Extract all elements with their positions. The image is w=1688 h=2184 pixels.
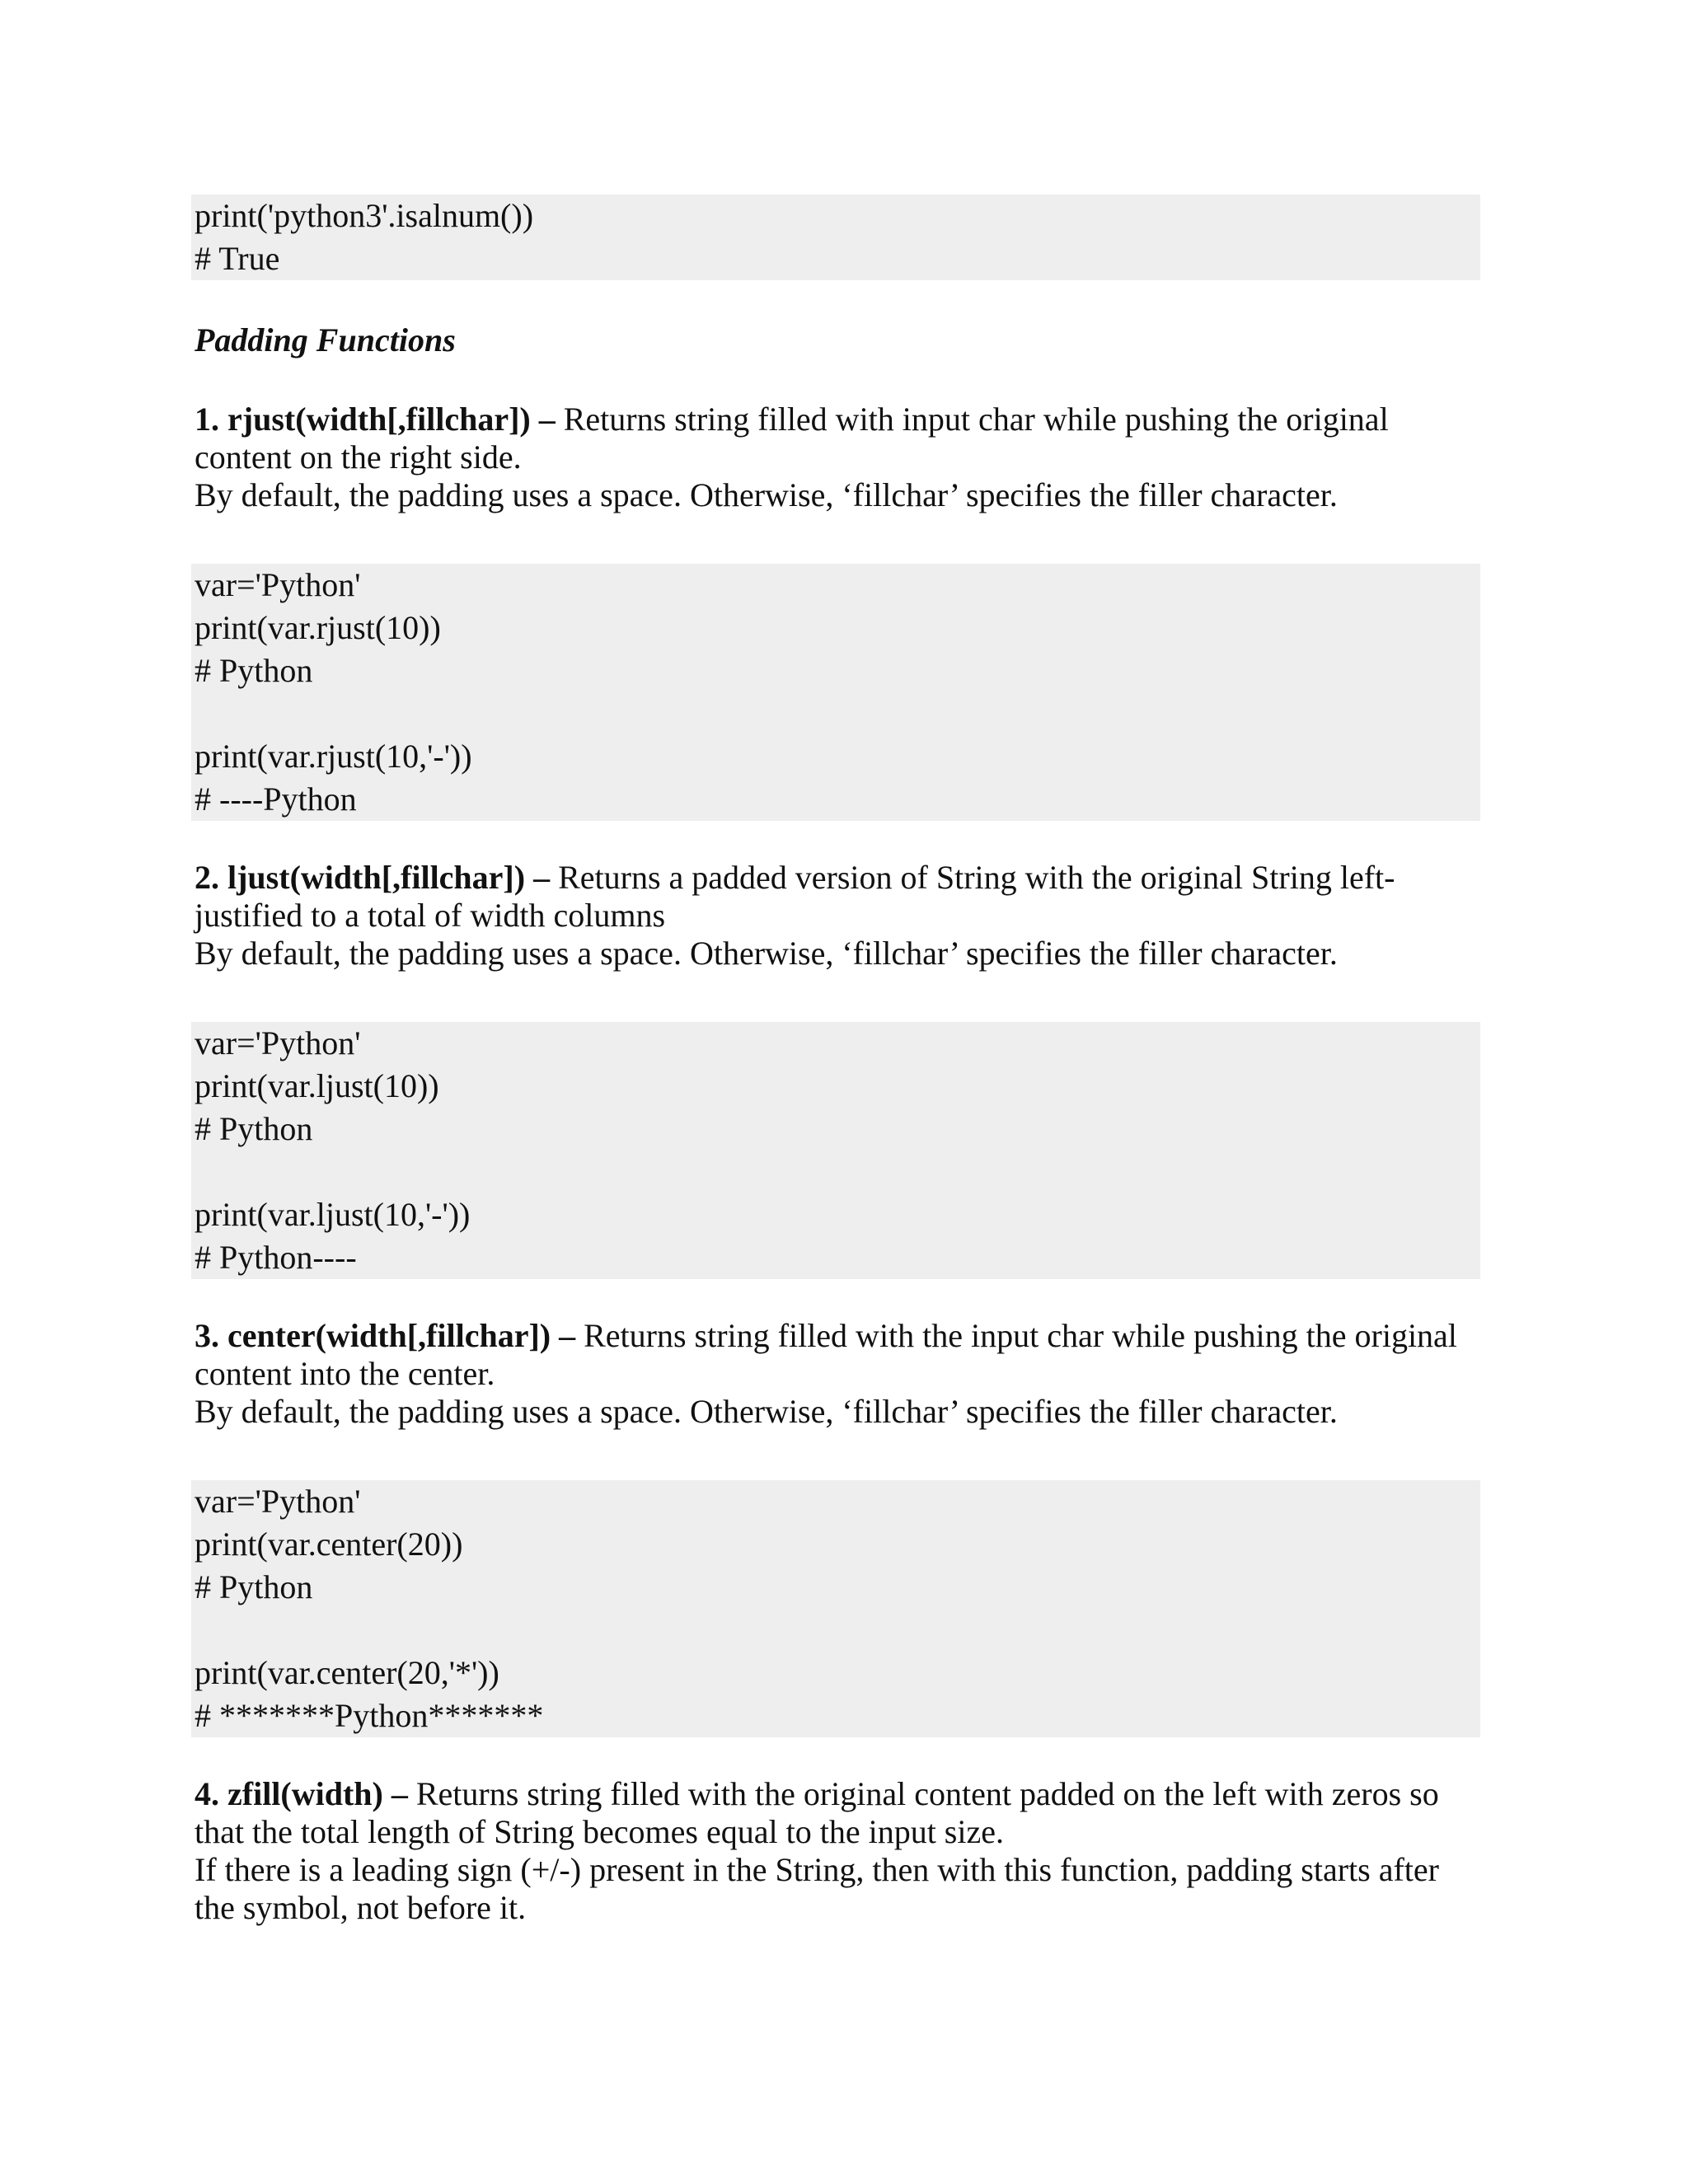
code-line: print(var.center(20,'*')) (195, 1654, 499, 1691)
code-line: # True (195, 240, 280, 277)
item-desc: Returns a padded version of String with the original String left- (550, 859, 1395, 896)
code-line: # Python (195, 1568, 313, 1605)
code-line: var='Python' (195, 1024, 361, 1062)
item-desc-continued: that the total length of String becomes equal to the input size. (195, 1813, 1004, 1850)
item-note: By default, the padding uses a space. Otherwise, ‘fillchar’ specifies the filler character. (195, 935, 1338, 972)
item-desc: Returns string filled with input char while pushing the original (555, 401, 1389, 438)
code-block-center (191, 1480, 1480, 1737)
item-title: 1. rjust(width[,fillchar]) – (195, 401, 556, 438)
section-heading: Padding Functions (195, 321, 456, 359)
item-desc-continued: content into the center. (195, 1355, 495, 1392)
item-desc: Returns string filled with the original content padded on the left with zeros so (407, 1775, 1439, 1812)
item-note: If there is a leading sign (+/-) present in the String, then with this function, padding starts after (195, 1851, 1439, 1888)
code-line: print(var.rjust(10)) (195, 609, 441, 646)
item-title: 2. ljust(width[,fillchar]) – (195, 859, 551, 896)
code-line: print(var.center(20)) (195, 1526, 463, 1563)
code-line: # Python (195, 652, 313, 689)
code-line: print(var.ljust(10)) (195, 1067, 439, 1104)
item-note: By default, the padding uses a space. Otherwise, ‘fillchar’ specifies the filler character. (195, 476, 1338, 513)
code-line: # Python---- (195, 1239, 357, 1276)
code-line: # *******Python******* (195, 1697, 544, 1734)
item-rjust-description (195, 401, 1480, 514)
document-content (195, 194, 1480, 1927)
code-line (195, 1151, 1480, 1193)
item-desc-continued: justified to a total of width columns (195, 897, 666, 934)
code-block-rjust (191, 564, 1480, 821)
code-line: # Python (195, 1110, 313, 1147)
code-block-isalnum (191, 194, 1480, 280)
code-block-ljust (191, 1022, 1480, 1279)
item-center-description (195, 1317, 1480, 1431)
item-note-continued: the symbol, not before it. (195, 1889, 527, 1926)
code-line: print(var.rjust(10,'-')) (195, 738, 472, 775)
code-line (195, 692, 1480, 735)
item-ljust-description (195, 859, 1480, 972)
code-line (195, 1609, 1480, 1652)
item-zfill-description (195, 1775, 1480, 1927)
code-line: var='Python' (195, 566, 361, 603)
item-desc: Returns string filled with the input char while pushing the original (575, 1317, 1457, 1354)
code-line: print('python3'.isalnum()) (195, 197, 534, 234)
code-line: # ----Python (195, 780, 357, 818)
item-note: By default, the padding uses a space. Otherwise, ‘fillchar’ specifies the filler character. (195, 1393, 1338, 1430)
item-desc-continued: content on the right side. (195, 438, 522, 476)
code-line: var='Python' (195, 1483, 361, 1520)
item-title: 3. center(width[,fillchar]) – (195, 1317, 576, 1354)
item-title: 4. zfill(width) – (195, 1775, 408, 1812)
code-line: print(var.ljust(10,'-')) (195, 1196, 471, 1233)
